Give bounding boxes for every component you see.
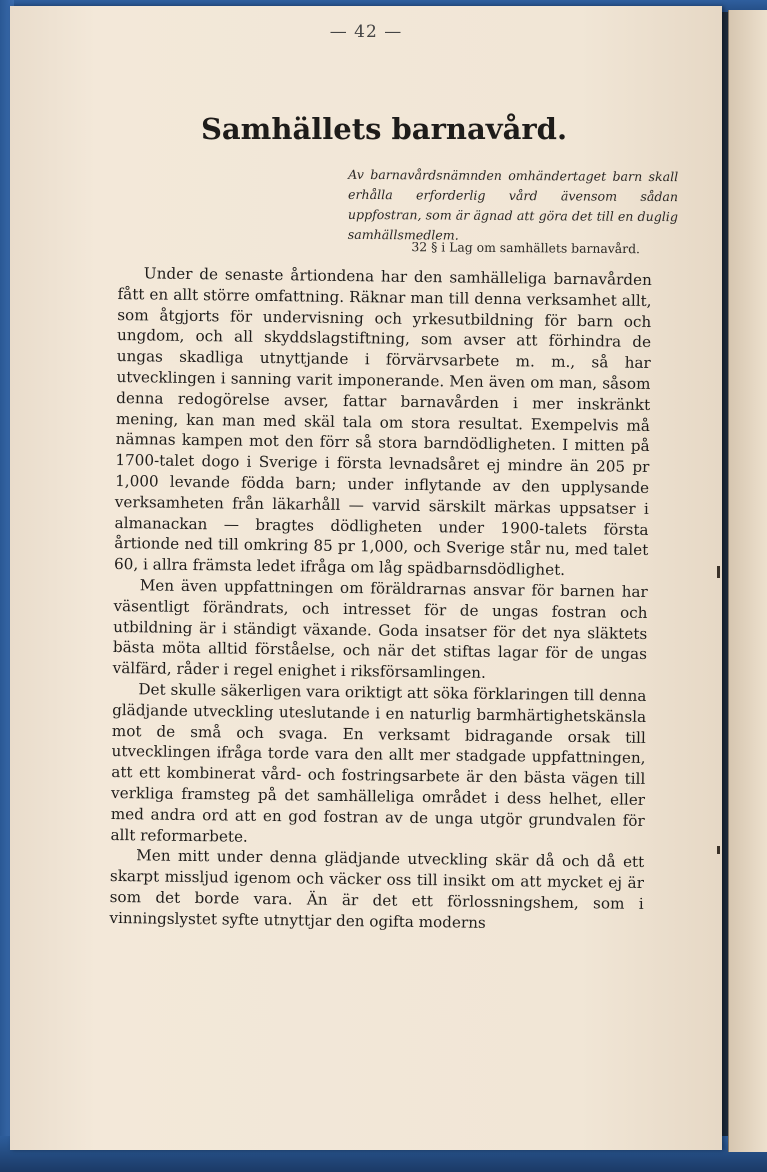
paragraph: Men mitt under denna glädjande utveckling skär då och då ett skarpt missljud igenom och väcker oss till insikt om att mycket ej är som det borde vara. Än är det ett förlossningshem, som i vinningslystet syfte utnyttjar den ogifta moderns (109, 846, 645, 932)
page-number: — 42 — (329, 22, 403, 42)
paragraph: Under de senaste årtiondena har den samhälleliga barnavården fått en allt större omfattning. Räknar man till denna verksamhet allt, som åtgjorts för undervisning och yrkesutbildning för barn och ungdom, och all skyddslagstiftning, som avser att förhindra de ungas skadliga utnyttjande i förvärvsarbete m. m., så har utvecklingen i sanning varit imponerande. Men även om man, såsom denna redogörelse avser, fattar barnavården i mer inskränkt mening, kan man med skäl tala om stora resultat. Exempelvis må nämnas kampen mot den förr så stora barndödligheten. I mitten på 1700-talet dogo i Sverige i första levnadsåret ej mindre än 205 pr 1,000 levande födda barn; under inflytande av den upplysande verksamheten från läkarhåll — varvid särskilt märkas uppsatser i almanackan — bragtes dödligheten under 1900-talets första årtionde ned till omkring 85 pr 1,000, och Sverige står nu, med talet 60, i allra främsta ledet ifråga om låg spädbarnsdödlighet. (113, 264, 652, 580)
paragraph: Det skulle säkerligen vara oriktigt att söka förklaringen till denna glädjande utveckling uteslutande i en naturlig barmhärtighetskänsla mot de små och svaga. En verksamt bidragande orsak till utvecklingen ifråga torde vara den allt mer stadgade uppfattningen, att ett kombinerat vård- och fostringsarbete är den bästa vägen till verkliga framsteg på det samhälleliga området i dess helhet, eller med andra ord att en god fostran av de unga utgör grundvalen för allt reformarbete. (110, 680, 647, 846)
body-text (109, 263, 652, 935)
paragraph: Men även uppfattningen om föräldrarnas ansvar för barnen har väsentligt förändrats, och intresset för de ungas fostran och utbildning är i ständigt växande. Goda insatser för det nya släktets bästa möta alltid förståelse, och när det stiftas lagar för de ungas välfärd, råder i regel enighet i riksförsamlingen. (112, 576, 648, 682)
margin-speck (717, 846, 720, 854)
epigraph-source: 32 § i Lag om samhällets barnavård. (411, 239, 641, 257)
margin-speck (717, 566, 720, 578)
epigraph-quote: Av barnavårdsnämnden omhändertaget barn skall erhålla erforderlig vård ävensom sådan uppfostran, som är ägnad att göra det till en duglig samhällsmedlem. (347, 166, 679, 243)
chapter-title: Samhällets barnavård. (200, 112, 568, 146)
book-page (10, 6, 722, 1150)
adjacent-page-edge (728, 10, 767, 1152)
